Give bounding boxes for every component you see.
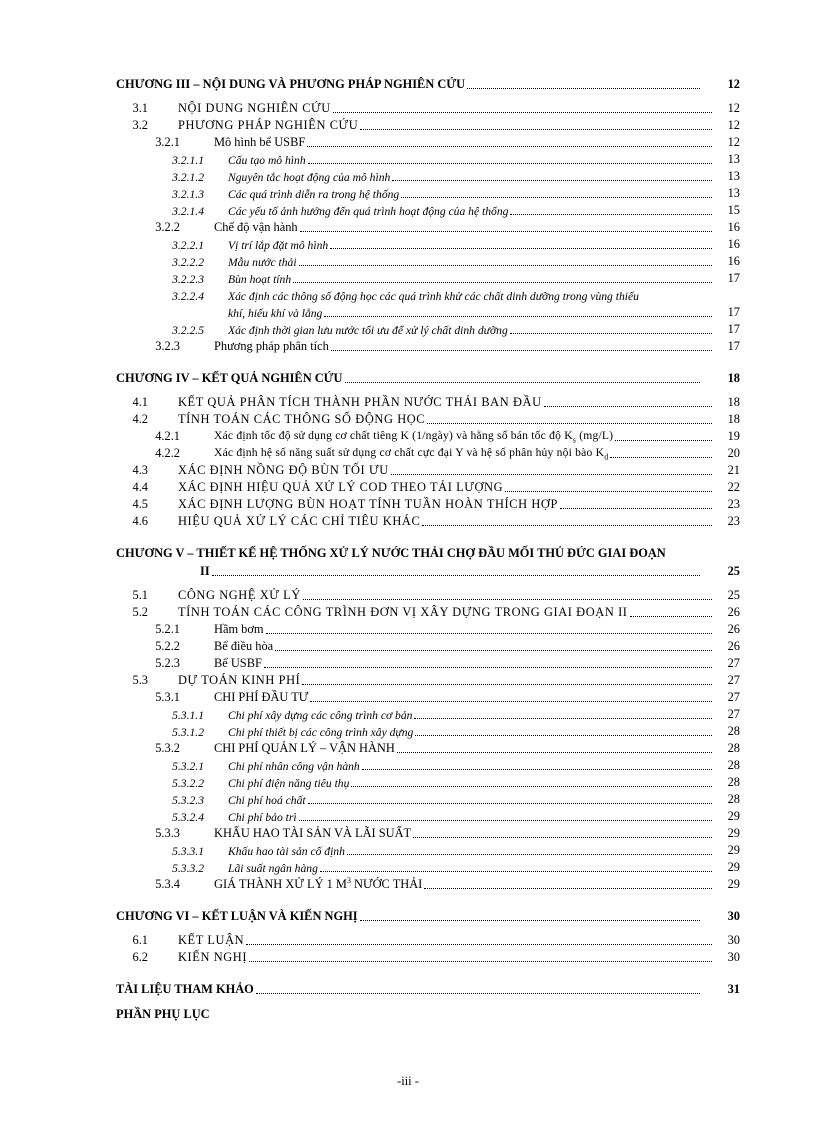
toc-entry-number: 3.1 bbox=[132, 101, 148, 115]
toc-leader bbox=[345, 382, 700, 383]
toc-entry-title: Các yếu tố ảnh hưởng đến quá trình hoạt động của hệ thống bbox=[228, 205, 509, 218]
toc-entry[interactable] bbox=[0, 429, 816, 446]
toc-entry[interactable] bbox=[0, 254, 816, 271]
toc-entry[interactable] bbox=[0, 775, 816, 792]
toc-entry[interactable] bbox=[0, 169, 816, 186]
toc-leader bbox=[510, 214, 712, 215]
toc-entry-number: 6.1 bbox=[132, 933, 148, 947]
toc-entry-page: 12 bbox=[727, 118, 740, 132]
toc-entry-page: 19 bbox=[727, 429, 740, 443]
toc-entry-title: Xác định hệ số năng suất sử dụng cơ chất cực đại Y và hệ số phân hủy nội bào $K_d$ bbox=[214, 445, 609, 461]
toc-entry[interactable] bbox=[0, 950, 816, 967]
toc-entry-number: 3.2.1.1 bbox=[172, 154, 204, 167]
toc-entry-page: 18 bbox=[727, 395, 740, 409]
toc-entry-title: KẾT LUẬN bbox=[178, 933, 245, 947]
toc-entry-page: 18 bbox=[727, 412, 740, 426]
toc-entry-number: 3.2.2.3 bbox=[172, 273, 204, 286]
toc-entry[interactable] bbox=[0, 101, 816, 118]
toc-entry-page: 23 bbox=[727, 497, 740, 511]
toc-leader bbox=[360, 129, 712, 130]
toc-entry-number: 5.3.3 bbox=[155, 826, 180, 840]
toc-entry[interactable] bbox=[0, 758, 816, 775]
toc-entry[interactable] bbox=[0, 981, 816, 999]
toc-entry-page: 17 bbox=[727, 305, 740, 319]
toc-entry-page: 15 bbox=[727, 203, 740, 217]
toc-entry[interactable] bbox=[0, 860, 816, 877]
toc-entry[interactable] bbox=[0, 545, 816, 563]
toc-entry-number: 5.3.2.2 bbox=[172, 777, 204, 790]
toc-entry-page: 28 bbox=[727, 775, 740, 789]
toc-entry[interactable] bbox=[0, 220, 816, 237]
toc-leader bbox=[324, 316, 712, 317]
toc-entry-number: 5.3.1 bbox=[155, 690, 180, 704]
toc-entry-number: 4.6 bbox=[132, 514, 148, 528]
toc-entry-page: 17 bbox=[727, 339, 740, 353]
toc-entry-number: 5.3.3.2 bbox=[172, 862, 204, 875]
toc-entry-title: Các quá trình diễn ra trong hệ thống bbox=[228, 188, 400, 201]
toc-entry-title: Chi phí xây dựng các công trình cơ bản bbox=[228, 709, 413, 722]
toc-entry-page: 28 bbox=[727, 792, 740, 806]
toc-entry-title: NỘI DUNG NGHIÊN CỨU bbox=[178, 101, 331, 115]
toc-entry[interactable] bbox=[0, 395, 816, 412]
toc-leader bbox=[347, 854, 712, 855]
toc-entry-title: Chi phí nhân công vận hành bbox=[228, 760, 360, 773]
toc-leader bbox=[360, 920, 700, 921]
toc-entry[interactable] bbox=[0, 412, 816, 429]
toc-entry[interactable] bbox=[0, 203, 816, 220]
toc-entry[interactable] bbox=[0, 877, 816, 894]
toc-leader bbox=[401, 197, 712, 198]
toc-entry-title: II bbox=[200, 564, 210, 578]
toc-entry[interactable] bbox=[0, 271, 816, 288]
toc-entry-title: KIẾN NGHỊ bbox=[178, 950, 248, 964]
toc-entry-title: GIÁ THÀNH XỬ LÝ 1 $M^3$ NƯỚC THẢI bbox=[214, 875, 423, 891]
toc-entry-page: 28 bbox=[727, 741, 740, 755]
toc-entry-title: XÁC ĐỊNH HIỆU QUẢ XỬ LÝ COD THEO TẢI LƯỢNG bbox=[178, 480, 504, 494]
toc-entry-number: 5.2 bbox=[132, 605, 148, 619]
toc-leader bbox=[467, 88, 700, 89]
toc-entry[interactable] bbox=[0, 809, 816, 826]
toc-entry-page: 13 bbox=[727, 186, 740, 200]
toc-entry[interactable] bbox=[0, 497, 816, 514]
toc-entry-title: Hầm bơm bbox=[214, 622, 264, 636]
toc-entry-page: 20 bbox=[727, 446, 740, 460]
toc-leader bbox=[505, 491, 712, 492]
toc-entry-title: Nguyên tắc hoạt động của mô hình bbox=[228, 171, 391, 184]
toc-entry-title: CHƯƠNG VI – KẾT LUẬN VÀ KIẾN NGHỊ bbox=[116, 909, 358, 923]
toc-entry-number: 3.2.2.4 bbox=[172, 290, 204, 303]
toc-entry-title: Lãi suất ngân hàng bbox=[228, 862, 318, 875]
toc-entry[interactable] bbox=[0, 370, 816, 388]
toc-entry-page: 12 bbox=[727, 135, 740, 149]
toc-entry-title: Xác định các thông số động học các quá trình khử các chất dinh dưỡng trong vùng thiếu bbox=[228, 290, 639, 303]
toc-entry-title: Mô hình bể USBF bbox=[214, 135, 306, 149]
toc-entry-title: DỰ TOÁN KINH PHÍ bbox=[178, 673, 301, 687]
toc-entry[interactable] bbox=[0, 933, 816, 950]
toc-entry-title: XÁC ĐỊNH LƯỢNG BÙN HOẠT TÍNH TUẦN HOÀN THÍCH HỢP bbox=[178, 497, 558, 511]
toc-leader bbox=[560, 508, 712, 509]
toc-entry[interactable] bbox=[0, 152, 816, 169]
toc-entry[interactable] bbox=[0, 186, 816, 203]
toc-entry-page: 22 bbox=[727, 480, 740, 494]
toc-entry[interactable] bbox=[0, 322, 816, 339]
toc-entry-page: 17 bbox=[727, 271, 740, 285]
toc-entry-title: Khấu hao tài sản cố định bbox=[228, 845, 345, 858]
toc-entry-title: Chế độ vận hành bbox=[214, 220, 298, 234]
toc-entry[interactable] bbox=[0, 563, 816, 581]
toc-leader bbox=[264, 667, 712, 668]
toc-entry-title: TÍNH TOÁN CÁC THÔNG SỐ ĐỘNG HỌC bbox=[178, 412, 426, 426]
toc-entry-page: 27 bbox=[727, 707, 740, 721]
toc-entry-page: 27 bbox=[727, 673, 740, 687]
toc-entry-title: CHI PHÍ ĐẦU TƯ bbox=[214, 690, 309, 704]
toc-entry-page: 13 bbox=[727, 169, 740, 183]
toc-entry-number: 4.2.1 bbox=[155, 429, 180, 443]
toc-entry[interactable] bbox=[0, 118, 816, 135]
toc-entry-number: 4.4 bbox=[132, 480, 148, 494]
toc-entry-title: XÁC ĐỊNH NỒNG ĐỘ BÙN TỐI ƯU bbox=[178, 463, 389, 477]
toc-entry-page: 28 bbox=[727, 758, 740, 772]
toc-entry-page: 30 bbox=[727, 950, 740, 964]
toc-entry-page: 29 bbox=[727, 860, 740, 874]
toc-entry-title: KẾT QUẢ PHÂN TÍCH THÀNH PHẦN NƯỚC THẢI BAN ĐẦU bbox=[178, 395, 542, 409]
toc-entry-number: 4.2 bbox=[132, 412, 148, 426]
toc-entry-number: 3.2.2.1 bbox=[172, 239, 204, 252]
toc-entry-title: Bùn hoạt tính bbox=[228, 273, 292, 286]
toc-leader bbox=[414, 718, 712, 719]
toc-leader bbox=[391, 474, 712, 475]
toc-entry[interactable] bbox=[0, 673, 816, 690]
toc-entry-number: 5.3.2 bbox=[155, 741, 180, 755]
toc-entry[interactable] bbox=[0, 724, 816, 741]
toc-entry-page: 16 bbox=[727, 254, 740, 268]
page-number: -iii - bbox=[397, 1074, 419, 1088]
toc-entry[interactable] bbox=[0, 76, 816, 94]
toc-entry-title: Chi phí hoá chất bbox=[228, 794, 306, 807]
toc-leader bbox=[310, 701, 712, 702]
toc-entry[interactable] bbox=[0, 690, 816, 707]
toc-leader bbox=[246, 944, 712, 945]
toc-leader bbox=[212, 575, 700, 576]
toc-leader bbox=[266, 633, 712, 634]
toc-leader bbox=[256, 993, 700, 994]
toc-leader bbox=[331, 350, 712, 351]
toc-entry-page: 26 bbox=[727, 605, 740, 619]
toc-entry-number: 4.5 bbox=[132, 497, 148, 511]
toc-leader bbox=[424, 888, 712, 889]
toc-entry-page: 13 bbox=[727, 152, 740, 166]
toc-entry-title: Vị trí lắp đặt mô hình bbox=[228, 239, 329, 252]
toc-entry-page: 12 bbox=[727, 77, 740, 91]
toc-leader bbox=[299, 820, 712, 821]
toc-entry-page: 26 bbox=[727, 622, 740, 636]
toc-entry-page: 23 bbox=[727, 514, 740, 528]
toc-entry-title: CHƯƠNG V – THIẾT KẾ HỆ THỐNG XỬ LÝ NƯỚC THẢI CHỢ ĐẦU MỐI THỦ ĐỨC GIAI ĐOẠN bbox=[116, 546, 666, 560]
toc-entry[interactable] bbox=[0, 908, 816, 926]
toc-entry-number: 4.2.2 bbox=[155, 446, 180, 460]
toc-leader bbox=[308, 163, 712, 164]
toc-entry-page: 29 bbox=[727, 809, 740, 823]
toc-entry-title: CHƯƠNG III – NỘI DUNG VÀ PHƯƠNG PHÁP NGHIÊN CỨU bbox=[116, 77, 466, 91]
toc-leader bbox=[392, 180, 712, 181]
toc-entry[interactable] bbox=[0, 1006, 816, 1024]
toc-entry-number: 3.2.2.2 bbox=[172, 256, 204, 269]
toc-leader bbox=[303, 599, 712, 600]
toc-entry[interactable] bbox=[0, 707, 816, 724]
toc-leader bbox=[422, 525, 712, 526]
toc-entry-page: 16 bbox=[727, 237, 740, 251]
toc-entry-title: Xác định thời gian lưu nước tối ưu để xử lý chất dinh dưỡng bbox=[228, 324, 508, 337]
toc-entry-title: CHƯƠNG IV – KẾT QUẢ NGHIÊN CỨU bbox=[116, 371, 343, 385]
toc-entry-title: Xác định tốc độ sử dụng cơ chất tiêng K (1/ngày) và hằng số bán tốc độ $K_s$ (mg/L) bbox=[214, 428, 614, 444]
toc-entry-number: 5.3 bbox=[132, 673, 148, 687]
toc-entry-number: 4.3 bbox=[132, 463, 148, 477]
toc-entry-page: 31 bbox=[727, 982, 740, 996]
toc-entry-page: 25 bbox=[727, 564, 740, 578]
toc-entry[interactable] bbox=[0, 339, 816, 356]
toc-leader bbox=[610, 457, 712, 458]
toc-entry-title: Chi phí thiết bị các công trình xây dựng bbox=[228, 726, 414, 739]
toc-entry[interactable] bbox=[0, 463, 816, 480]
toc-entry-title: CÔNG NGHỆ XỬ LÝ bbox=[178, 588, 301, 602]
toc-leader bbox=[362, 769, 712, 770]
toc-leader bbox=[299, 265, 712, 266]
toc-entry-page: 21 bbox=[727, 463, 740, 477]
toc-entry-page: 28 bbox=[727, 724, 740, 738]
toc-entry-title: KHẤU HAO TÀI SẢN VÀ LÃI SUẤT bbox=[214, 826, 412, 840]
toc-leader bbox=[615, 440, 712, 441]
toc-entry[interactable] bbox=[0, 135, 816, 152]
toc-entry[interactable] bbox=[0, 792, 816, 809]
toc-entry[interactable] bbox=[0, 656, 816, 673]
toc-entry[interactable] bbox=[0, 237, 816, 254]
toc-entry-title: CHI PHÍ QUẢN LÝ – VẬN HÀNH bbox=[214, 741, 395, 755]
toc-leader bbox=[275, 650, 712, 651]
toc-entry-page: 18 bbox=[727, 371, 740, 385]
toc-entry[interactable] bbox=[0, 741, 816, 758]
toc-entry-page: 29 bbox=[727, 877, 740, 891]
toc-entry-number: 5.3.2.3 bbox=[172, 794, 204, 807]
toc-entry[interactable] bbox=[0, 514, 816, 531]
toc-entry-number: 3.2.3 bbox=[155, 339, 180, 353]
toc-entry-title: Bể USBF bbox=[214, 656, 262, 670]
toc-entry-title: Phương pháp phân tích bbox=[214, 339, 329, 353]
toc-leader bbox=[333, 112, 712, 113]
toc-leader bbox=[351, 786, 712, 787]
toc-entry[interactable] bbox=[0, 826, 816, 843]
toc-entry-title: Chi phí điện năng tiêu thụ bbox=[228, 777, 350, 790]
toc-entry-number: 4.1 bbox=[132, 395, 148, 409]
toc-entry-number: 6.2 bbox=[132, 950, 148, 964]
toc-entry-title: Chi phí bảo trì bbox=[228, 811, 297, 824]
toc-entry[interactable] bbox=[0, 588, 816, 605]
toc-entry-title: TÍNH TOÁN CÁC CÔNG TRÌNH ĐƠN VỊ XÂY DỰNG TRONG GIAI ĐOẠN II bbox=[178, 605, 628, 619]
toc-entry-page: 26 bbox=[727, 639, 740, 653]
toc-entry-number: 5.2.1 bbox=[155, 622, 180, 636]
toc-entry-number: 5.1 bbox=[132, 588, 148, 602]
toc-entry-title: PHẦN PHỤ LỤC bbox=[116, 1007, 210, 1021]
toc-leader bbox=[630, 616, 712, 617]
toc-entry-page: 25 bbox=[727, 588, 740, 602]
toc-entry-title: Mẫu nước thải bbox=[228, 256, 297, 269]
toc-entry-page: 12 bbox=[727, 101, 740, 115]
toc-leader bbox=[397, 752, 712, 753]
toc-leader bbox=[415, 735, 712, 736]
toc-entry-number: 5.3.4 bbox=[155, 877, 180, 891]
toc-entry-number: 3.2.1 bbox=[155, 135, 180, 149]
toc-entry[interactable] bbox=[0, 480, 816, 497]
toc-leader bbox=[427, 423, 712, 424]
toc-entry-page: 30 bbox=[727, 909, 740, 923]
toc-entry[interactable] bbox=[0, 843, 816, 860]
toc-entry-number: 3.2.1.4 bbox=[172, 205, 204, 218]
toc-leader bbox=[249, 961, 712, 962]
toc-entry-number: 5.2.3 bbox=[155, 656, 180, 670]
toc-entry-title: PHƯƠNG PHÁP NGHIÊN CỨU bbox=[178, 118, 359, 132]
table-of-contents bbox=[0, 76, 816, 1024]
toc-leader bbox=[307, 146, 712, 147]
toc-leader bbox=[300, 231, 712, 232]
toc-entry-number: 5.3.2.4 bbox=[172, 811, 204, 824]
toc-entry-number: 5.3.2.1 bbox=[172, 760, 204, 773]
toc-entry[interactable] bbox=[0, 622, 816, 639]
toc-leader bbox=[413, 837, 712, 838]
toc-entry[interactable] bbox=[0, 288, 816, 305]
toc-entry-number: 5.3.3.1 bbox=[172, 845, 204, 858]
toc-entry[interactable] bbox=[0, 305, 816, 322]
toc-entry-title: Cấu tạo mô hình bbox=[228, 154, 306, 167]
toc-entry-page: 27 bbox=[727, 656, 740, 670]
toc-leader bbox=[302, 684, 712, 685]
toc-entry-page: 16 bbox=[727, 220, 740, 234]
toc-entry-number: 3.2.1.3 bbox=[172, 188, 204, 201]
toc-entry-page: 17 bbox=[727, 322, 740, 336]
toc-entry-number: 3.2 bbox=[132, 118, 148, 132]
toc-leader bbox=[330, 248, 712, 249]
toc-entry-title: khí, hiếu khí và lắng bbox=[228, 307, 323, 320]
toc-entry-title: HIỆU QUẢ XỬ LÝ CÁC CHỈ TIÊU KHÁC bbox=[178, 514, 421, 528]
toc-entry[interactable] bbox=[0, 446, 816, 463]
toc-entry-number: 5.3.1.1 bbox=[172, 709, 204, 722]
toc-leader bbox=[308, 803, 712, 804]
toc-leader bbox=[544, 406, 712, 407]
toc-entry-number: 5.2.2 bbox=[155, 639, 180, 653]
toc-entry-number: 3.2.2.5 bbox=[172, 324, 204, 337]
toc-entry[interactable] bbox=[0, 639, 816, 656]
toc-entry-number: 3.2.1.2 bbox=[172, 171, 204, 184]
toc-leader bbox=[293, 282, 712, 283]
toc-entry-title: Bể điều hòa bbox=[214, 639, 274, 653]
toc-entry-number: 3.2.2 bbox=[155, 220, 180, 234]
toc-entry-title: TÀI LIỆU THAM KHẢO bbox=[116, 982, 254, 996]
toc-leader bbox=[320, 871, 712, 872]
toc-entry-page: 27 bbox=[727, 690, 740, 704]
toc-entry-page: 29 bbox=[727, 843, 740, 857]
toc-entry-page: 30 bbox=[727, 933, 740, 947]
toc-entry-page: 29 bbox=[727, 826, 740, 840]
toc-entry-number: 5.3.1.2 bbox=[172, 726, 204, 739]
toc-entry[interactable] bbox=[0, 605, 816, 622]
toc-leader bbox=[510, 333, 712, 334]
